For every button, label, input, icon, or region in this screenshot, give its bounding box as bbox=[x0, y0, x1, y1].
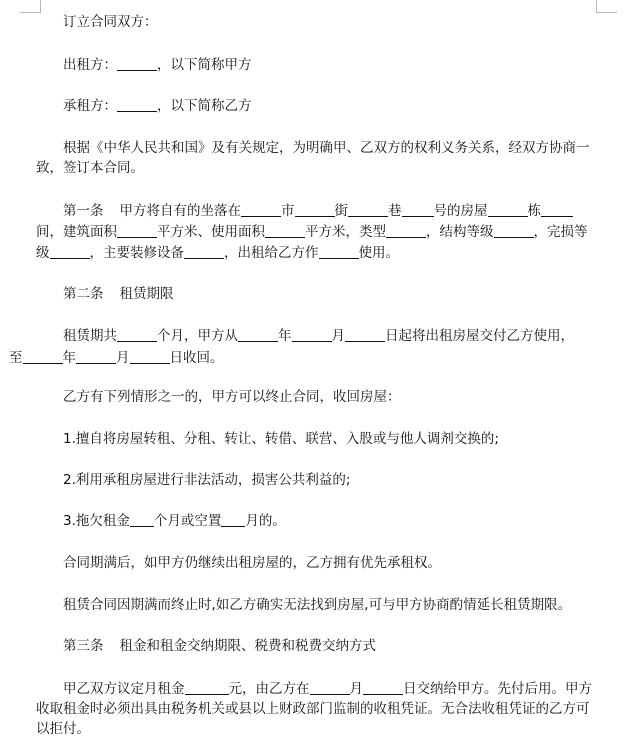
blank-number[interactable] bbox=[402, 202, 434, 217]
lessor-line: 出租方： ，以下简称甲方 bbox=[63, 57, 252, 73]
blank-use-area[interactable] bbox=[265, 223, 305, 238]
preamble-paragraph: 根据《中华人民共和国》及有关规定，为明确甲、乙双方的权利义务关系，经双方协商一致，签订本合同。 bbox=[36, 140, 590, 176]
blank-condition-grade[interactable] bbox=[50, 244, 90, 259]
article1-paragraph: 第一条 甲方将自有的坐落在 市 街 巷 号的房屋 栋间，建筑面积 平方米、使用面积 平方米，类型 ，结构等级 ，完损等级 ，主要装修设备 ，出租给乙方作 使用。 bbox=[36, 203, 588, 261]
blank-vacant-months[interactable] bbox=[221, 512, 245, 527]
blank-build-area[interactable] bbox=[117, 223, 157, 238]
blank-end-year[interactable] bbox=[23, 349, 63, 364]
extension-paragraph: 租赁合同因期满而终止时,如乙方确实无法找到房屋,可与甲方协商酌情延长租赁期限。 bbox=[63, 597, 572, 613]
page-corner-mark-right bbox=[596, 0, 617, 13]
blank-months[interactable] bbox=[117, 327, 157, 342]
termination-item-2: 2.利用承租房屋进行非法活动，损害公共利益的; bbox=[63, 472, 351, 488]
termination-item-1: 1.擅自将房屋转租、分租、转让、转借、联营、入股或与他人调剂交换的; bbox=[63, 431, 499, 447]
blank-start-day[interactable] bbox=[345, 327, 385, 342]
blank-arrears-months[interactable] bbox=[130, 512, 154, 527]
renewal-priority-paragraph: 合同期满后，如甲方仍继续出租房屋的，乙方拥有优先承租权。 bbox=[63, 555, 441, 571]
lessor-name-blank[interactable] bbox=[117, 56, 157, 71]
blank-pay-month[interactable] bbox=[310, 680, 350, 695]
lessee-name-blank[interactable] bbox=[117, 97, 157, 112]
termination-intro: 乙方有下列情形之一的，甲方可以终止合同，收回房屋： bbox=[63, 389, 401, 405]
lessee-line: 承租方： ，以下简称乙方 bbox=[63, 98, 252, 114]
blank-monthly-rent[interactable] bbox=[185, 680, 229, 695]
article3-heading: 第三条 租金和租金交纳期限、税费和税费交纳方式 bbox=[63, 638, 376, 654]
blank-end-day[interactable] bbox=[130, 349, 170, 364]
blank-rooms[interactable] bbox=[541, 202, 573, 217]
blank-lane[interactable] bbox=[348, 202, 388, 217]
blank-building[interactable] bbox=[488, 202, 528, 217]
blank-start-month[interactable] bbox=[292, 327, 332, 342]
blank-type[interactable] bbox=[386, 223, 426, 238]
termination-item-3: 3.拖欠租金 个月或空置 月的。 bbox=[63, 513, 286, 529]
rent-paragraph: 甲乙双方议定月租金 元，由乙方在 月 日交纳给甲方。先付后用。甲方收取租金时必须出具由税务机关或县以上财政部门监制的收租凭证。无合法收租凭证的乙方可以拒付。 bbox=[36, 681, 592, 737]
lease-term-paragraph: 租赁期共 个月，甲方从 年 月 日起将出租房屋交付乙方使用， 至 年 月 日收回。 bbox=[9, 328, 574, 366]
blank-end-month[interactable] bbox=[76, 349, 116, 364]
blank-structure-grade[interactable] bbox=[494, 223, 534, 238]
blank-city[interactable] bbox=[241, 202, 281, 217]
blank-purpose[interactable] bbox=[319, 244, 359, 259]
blank-start-year[interactable] bbox=[238, 327, 278, 342]
blank-equipment[interactable] bbox=[184, 244, 224, 259]
blank-street[interactable] bbox=[295, 202, 335, 217]
article2-heading: 第二条 租赁期限 bbox=[63, 286, 174, 302]
blank-pay-day[interactable] bbox=[363, 680, 403, 695]
parties-header: 订立合同双方： bbox=[63, 14, 158, 30]
